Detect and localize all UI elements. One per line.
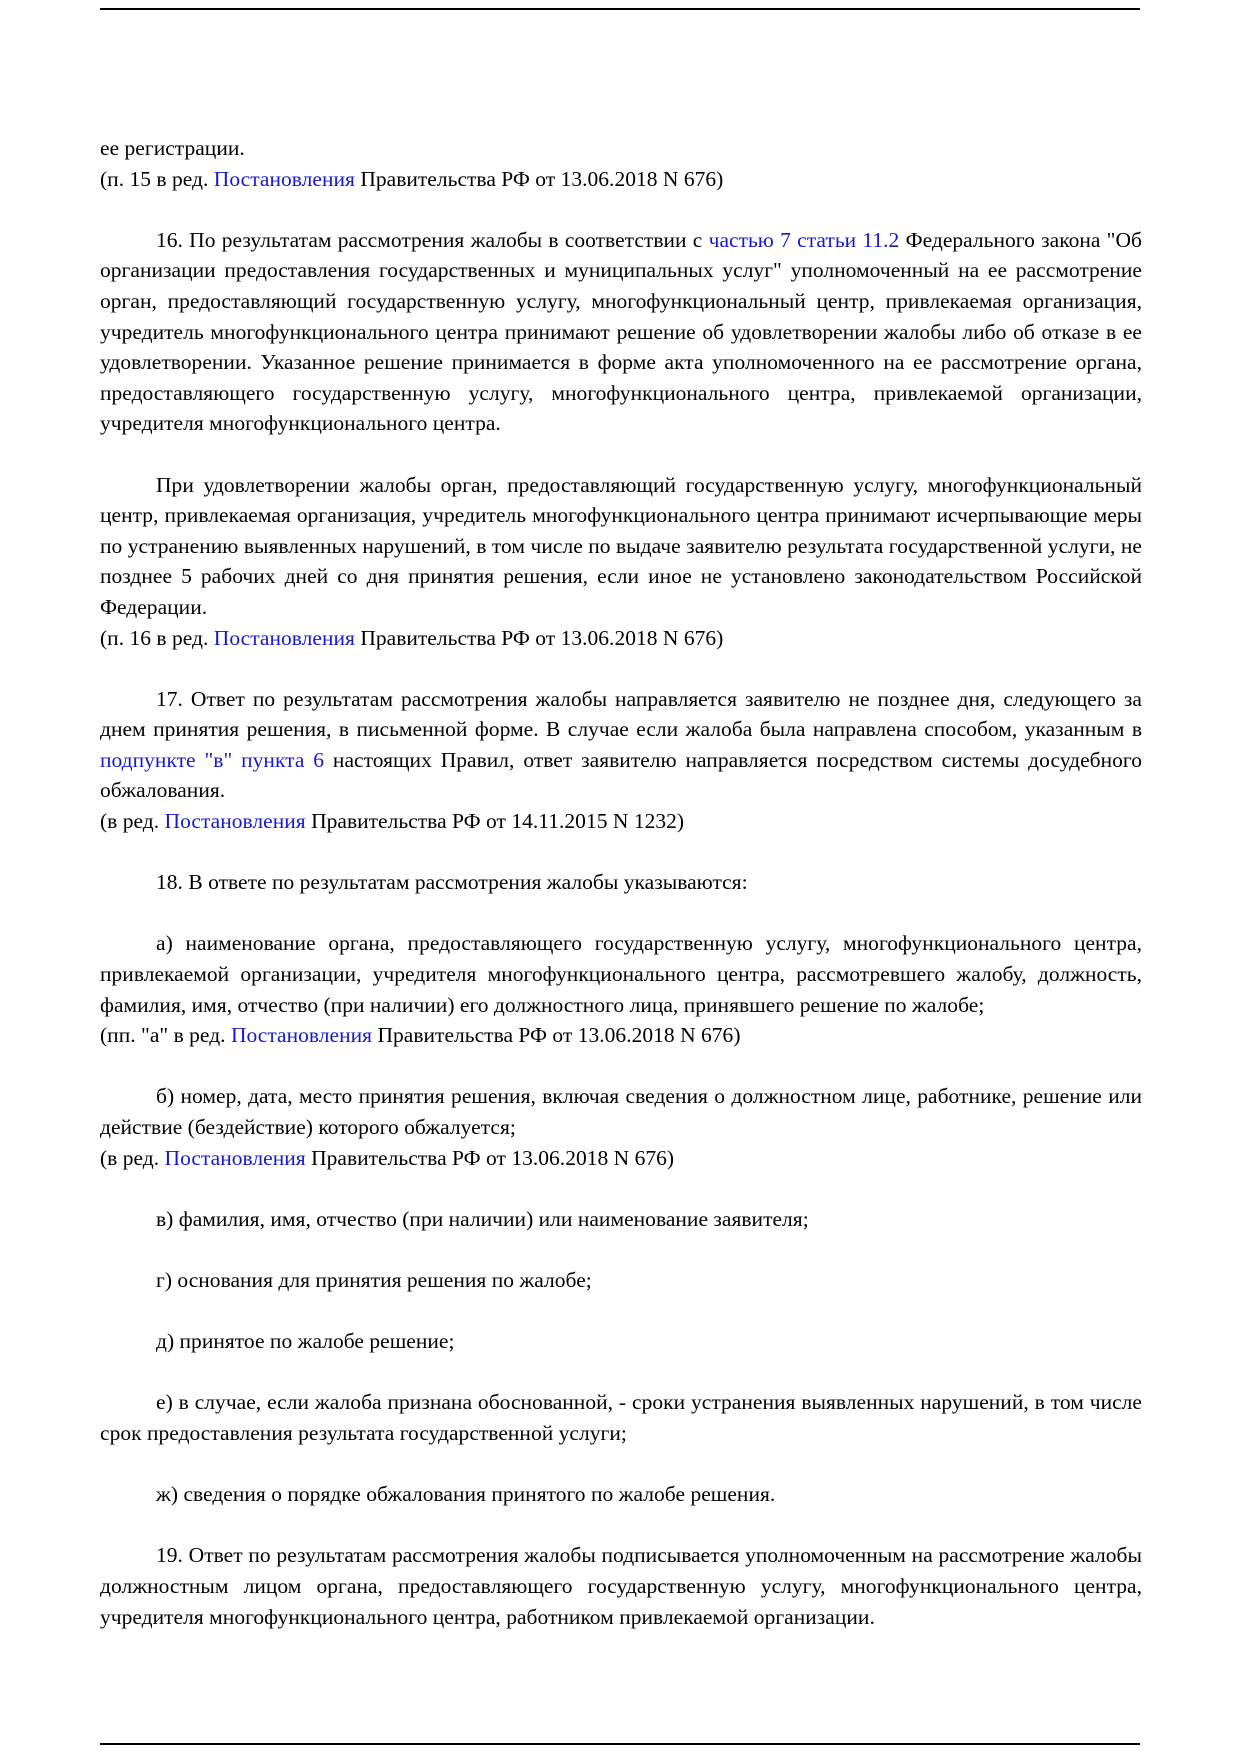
item-d-text: д) принятое по жалобе решение; bbox=[156, 1329, 455, 1354]
list-item-zh bbox=[100, 1479, 1142, 1510]
p17-text-before-link: 17. Ответ по результатам рассмотрения жалобы направляется заявителю не позднее дня, следующего за днем принятия решения, в письменной форме. В случае если жалоба была направлена способом, указанным в bbox=[100, 686, 1142, 742]
spacer bbox=[100, 1051, 1142, 1082]
revision-prefix: (в ред. bbox=[100, 1145, 165, 1170]
revision-note-p16 bbox=[100, 623, 1142, 654]
tail-text: ее регистрации. bbox=[100, 136, 245, 160]
paragraph-18 bbox=[100, 867, 1142, 898]
p19-text: 19. Ответ по результатам рассмотрения жалобы подписывается уполномоченным на рассмотрение жалобы должностным лицом органа, предоставляющего государственную услугу, многофункционального центра, учредителя многофункционального центра, работником привлекаемой организации. bbox=[100, 1543, 1142, 1629]
spacer bbox=[100, 194, 1142, 225]
link-postanovleniya[interactable]: Постановления bbox=[164, 1145, 306, 1170]
item-e-text: е) в случае, если жалоба признана обоснованной, - сроки устранения выявленных нарушений, в том числе срок предоставления результата государственной услуги; bbox=[100, 1390, 1142, 1445]
list-item-d bbox=[100, 1326, 1142, 1357]
pri-text: При удовлетворении жалобы орган, предоставляющий государственную услугу, многофункциональный центр, привлекаемая организация, учредитель многофункционального центра принимают исчерпывающие меры по устранению выявленных нарушений, в том числе по выдаче заявителю результата государственной услуги, не позднее 5 рабочих дней со дня принятия решения, если иное не установлено законодательством Российской Федерации. bbox=[100, 472, 1142, 619]
paragraph-pri-udovletvorenii bbox=[100, 470, 1142, 623]
spacer bbox=[100, 1357, 1142, 1388]
revision-prefix: (п. 16 в ред. bbox=[100, 625, 214, 650]
spacer bbox=[100, 1510, 1142, 1541]
list-item-e bbox=[100, 1387, 1142, 1448]
list-item-b bbox=[100, 1081, 1142, 1142]
list-item-g bbox=[100, 1265, 1142, 1296]
link-chast-7-statya-11-2[interactable]: частью 7 статьи 11.2 bbox=[708, 227, 900, 252]
p16-text-before-link: 16. По результатам рассмотрения жалобы в соответствии с bbox=[156, 227, 709, 252]
page-bottom-rule bbox=[100, 1743, 1140, 1745]
p16-text-after-link: Федерального закона "Об организации предоставления государственных и муниципальных услуг" уполномоченный на ее рассмотрение орган, предоставляющий государственную услугу, многофункциональный центр, привлекаемая организация, учредитель многофункционального центра принимают решение об удовлетворении жалобы либо об отказе в ее удовлетворении. Указанное решение принимается в форме акта уполномоченного на ее рассмотрение органа, предоставляющего государственную услугу, многофункционального центра, привлекаемой организации, учредителя многофункционального центра. bbox=[100, 227, 1142, 436]
link-podpunkt-v-punkta-6[interactable]: подпункте "в" пункта 6 bbox=[100, 747, 325, 772]
spacer bbox=[100, 837, 1142, 868]
revision-suffix: Правительства РФ от 13.06.2018 N 676) bbox=[305, 1145, 675, 1170]
page-top-rule bbox=[100, 8, 1140, 10]
revision-prefix: (п. 15 в ред. bbox=[100, 166, 214, 191]
revision-suffix: Правительства РФ от 13.06.2018 N 676) bbox=[372, 1023, 741, 1048]
link-postanovleniya[interactable]: Постановления bbox=[164, 809, 306, 834]
link-postanovleniya[interactable]: Постановления bbox=[213, 166, 355, 191]
paragraph-tail-registration bbox=[100, 133, 1142, 164]
spacer bbox=[100, 1449, 1142, 1480]
paragraph-19 bbox=[100, 1540, 1142, 1632]
item-a-text: а) наименование органа, предоставляющего государственную услугу, многофункционального центра, привлекаемой организации, учредителя многофункционального центра, рассмотревшего жалобу, должность, фамилия, имя, отчество (при наличии) его должностного лица, принявшего решение по жалобе; bbox=[100, 931, 1142, 1017]
item-zh-text: ж) сведения о порядке обжалования принятого по жалобе решения. bbox=[156, 1482, 776, 1507]
list-item-a bbox=[100, 928, 1142, 1020]
list-item-v bbox=[100, 1204, 1142, 1235]
revision-note-p15 bbox=[100, 164, 1142, 195]
spacer bbox=[100, 653, 1142, 684]
spacer bbox=[100, 1296, 1142, 1327]
paragraph-16 bbox=[100, 225, 1142, 439]
revision-note-item-b bbox=[100, 1143, 1142, 1174]
revision-prefix: (пп. "а" в ред. bbox=[100, 1023, 231, 1048]
item-v-text: в) фамилия, имя, отчество (при наличии) или наименование заявителя; bbox=[156, 1206, 809, 1231]
revision-suffix: Правительства РФ от 13.06.2018 N 676) bbox=[354, 166, 724, 191]
revision-prefix: (в ред. bbox=[100, 809, 165, 834]
spacer bbox=[100, 1173, 1142, 1204]
p18-text: 18. В ответе по результатам рассмотрения жалобы указываются: bbox=[156, 870, 748, 895]
spacer bbox=[100, 1234, 1142, 1265]
revision-note-p17 bbox=[100, 806, 1142, 837]
spacer bbox=[100, 439, 1142, 470]
item-b-text: б) номер, дата, место принятия решения, включая сведения о должностном лице, работнике, решение или действие (бездействие) которого обжалуется; bbox=[100, 1084, 1142, 1139]
spacer bbox=[100, 898, 1142, 929]
p17-text-after-link: настоящих Правил, ответ заявителю направляется посредством системы досудебного обжалования. bbox=[100, 747, 1142, 803]
revision-suffix: Правительства РФ от 13.06.2018 N 676) bbox=[354, 625, 724, 650]
item-g-text: г) основания для принятия решения по жалобе; bbox=[156, 1267, 592, 1292]
paragraph-17 bbox=[100, 684, 1142, 806]
document-body bbox=[100, 133, 1142, 1632]
link-postanovleniya[interactable]: Постановления bbox=[230, 1023, 373, 1048]
revision-note-item-a bbox=[100, 1020, 1142, 1051]
link-postanovleniya[interactable]: Постановления bbox=[213, 625, 355, 650]
revision-suffix: Правительства РФ от 14.11.2015 N 1232) bbox=[305, 809, 685, 834]
